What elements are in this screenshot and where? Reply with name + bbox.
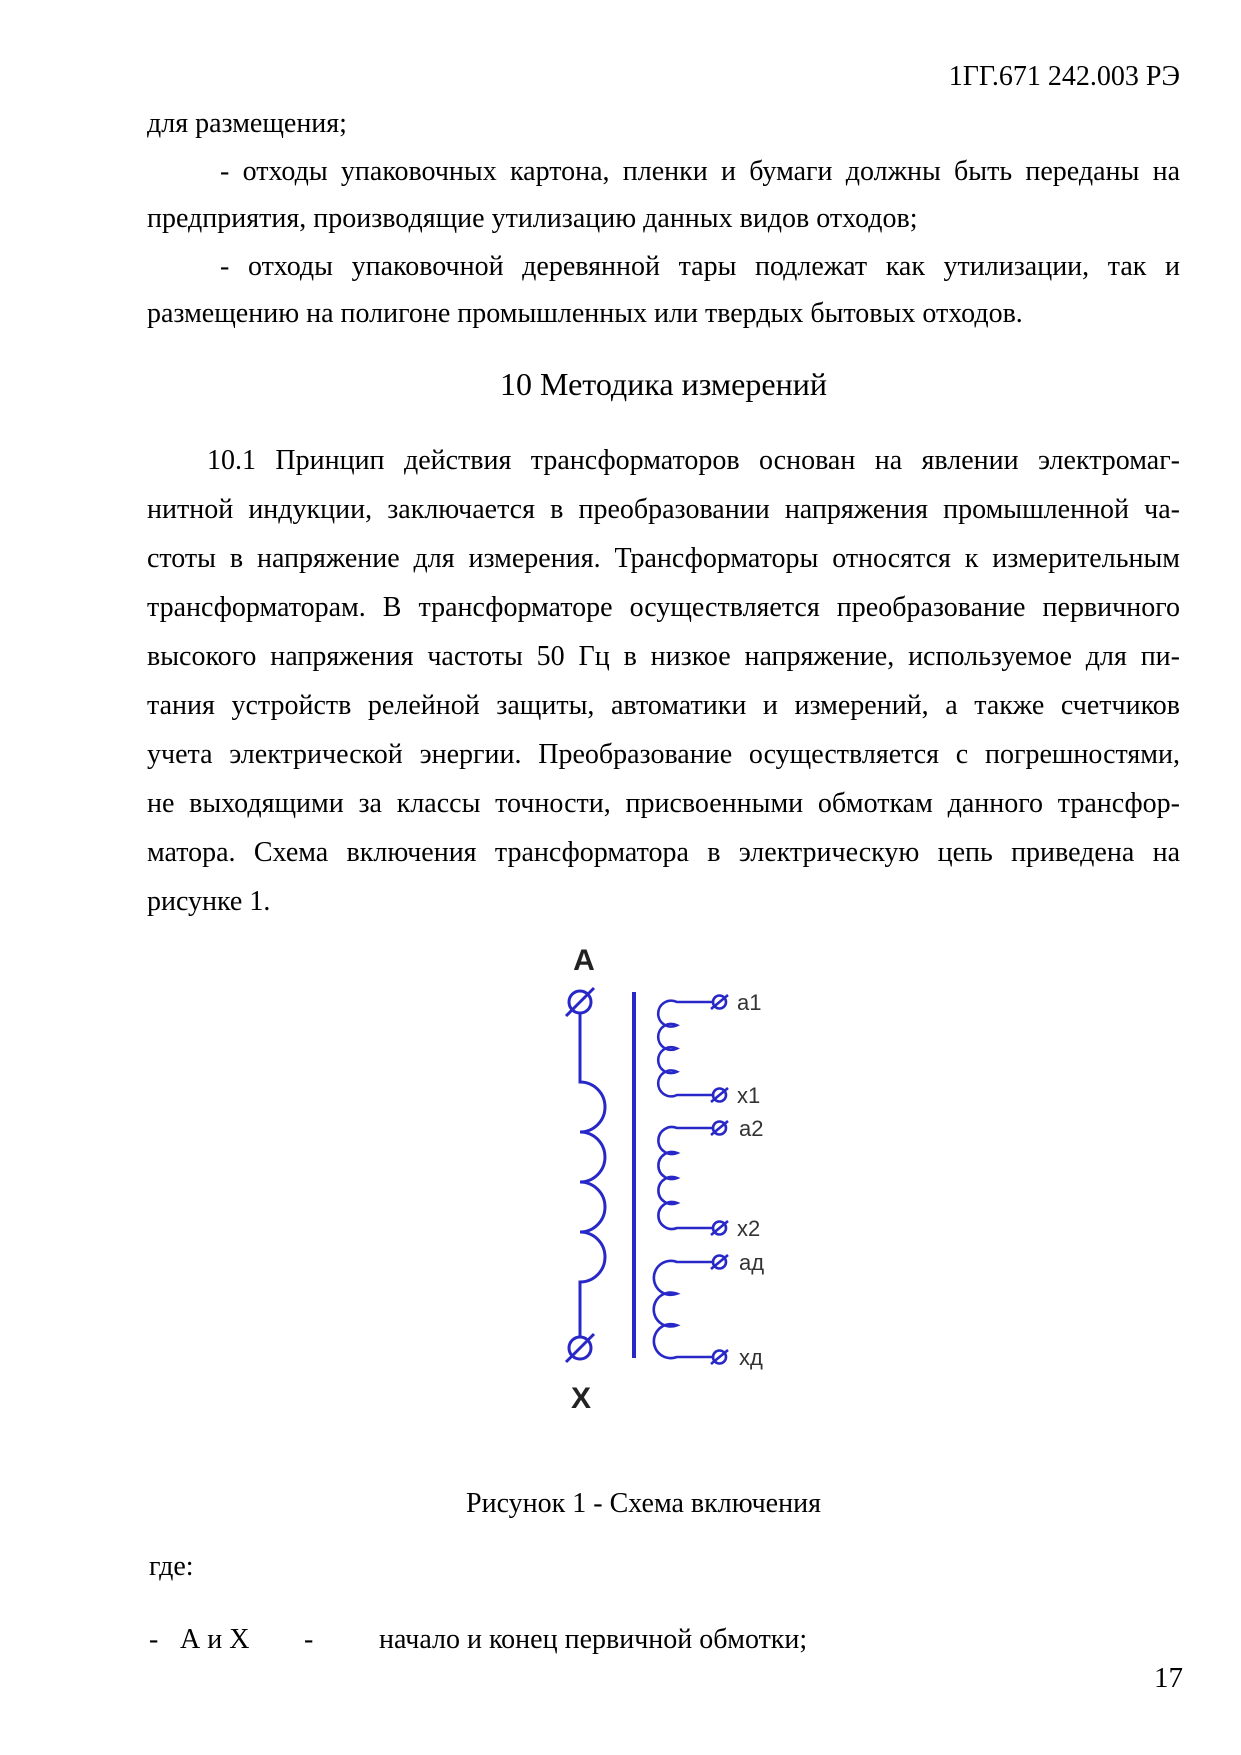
intro-paragraphs [147,100,1180,338]
secondary-winding-2 [658,1121,728,1235]
legend-row [149,1616,1149,1663]
primary-start-label: А [573,944,595,977]
paragraph-line: размещению на полигоне промышленных или твердых бытовых отходов. [147,298,1023,329]
paragraph-line: матора. Схема включения трансформатора в электрическую цепь приведена на [147,836,1180,868]
paragraph-line: стоты в напряжение для измерения. Трансформаторы относятся к измерительным [147,542,1180,574]
secondary-coil-2-icon [658,1127,712,1229]
paragraph-line: - отходы упаковочных картона, пленки и бумаги должны быть переданы на [220,155,1180,187]
paragraph-line: - отходы упаковочной деревянной тары подлежат как утилизации, так и [220,250,1180,282]
primary-end-label: Х [570,1382,592,1415]
secondary-winding-1 [658,995,728,1102]
label-xd: хд [739,1345,763,1370]
legend-term: А и Х [180,1624,250,1655]
label-ad: ад [739,1250,765,1275]
page-number: 17 [1154,1662,1183,1694]
legend-dash: - [149,1624,159,1655]
secondary-winding-3 [654,1255,728,1364]
legend-description: начало и конец первичной обмотки; [379,1624,808,1655]
paragraph-10-1 [147,436,1180,926]
paragraph-line: нитной индукции, заключается в преобразовании напряжения промышленной ча- [147,493,1180,525]
legend-where-label: где: [149,1551,194,1582]
legend-separator-dash: - [304,1624,314,1655]
label-a1: a1 [737,990,762,1015]
paragraph-line: предприятия, производящие утилизацию данных видов отходов; [147,203,918,234]
paragraph-line: рисунке 1. [147,885,271,917]
figure-1-schematic [520,940,800,1420]
figure-caption: Рисунок 1 - Схема включения [466,1488,821,1519]
document-code: 1ГГ.671 242.003 РЭ [948,61,1180,92]
paragraph-line: высокого напряжения частоты 50 Гц в низкое напряжение, используемое для пи- [147,640,1180,672]
paragraph-line: учета электрической энергии. Преобразование осуществляется с погрешностями, [147,738,1180,770]
secondary-coil-1-icon [658,1001,712,1097]
body-text [147,100,1180,926]
paragraph-line: не выходящими за классы точности, присвоенными обмоткам данного трансфор- [147,787,1180,819]
label-x1: x1 [737,1083,761,1108]
label-a2: a2 [739,1116,764,1141]
paragraph-line: для размещения; [147,108,347,139]
secondary-coil-3-icon [654,1261,712,1358]
label-x2: x2 [737,1216,761,1241]
paragraph-line: тания устройств релейной защиты, автоматики и измерений, а также счетчиков [147,689,1180,721]
paragraph-line: трансформаторам. В трансформаторе осуществляется преобразование первичного [147,591,1180,623]
primary-coil-icon [580,1013,605,1336]
section-heading: 10 Методика измерений [500,365,827,402]
primary-winding [566,988,605,1362]
paragraph-line: 10.1 Принцип действия трансформаторов основан на явлении электромаг- [207,444,1180,476]
